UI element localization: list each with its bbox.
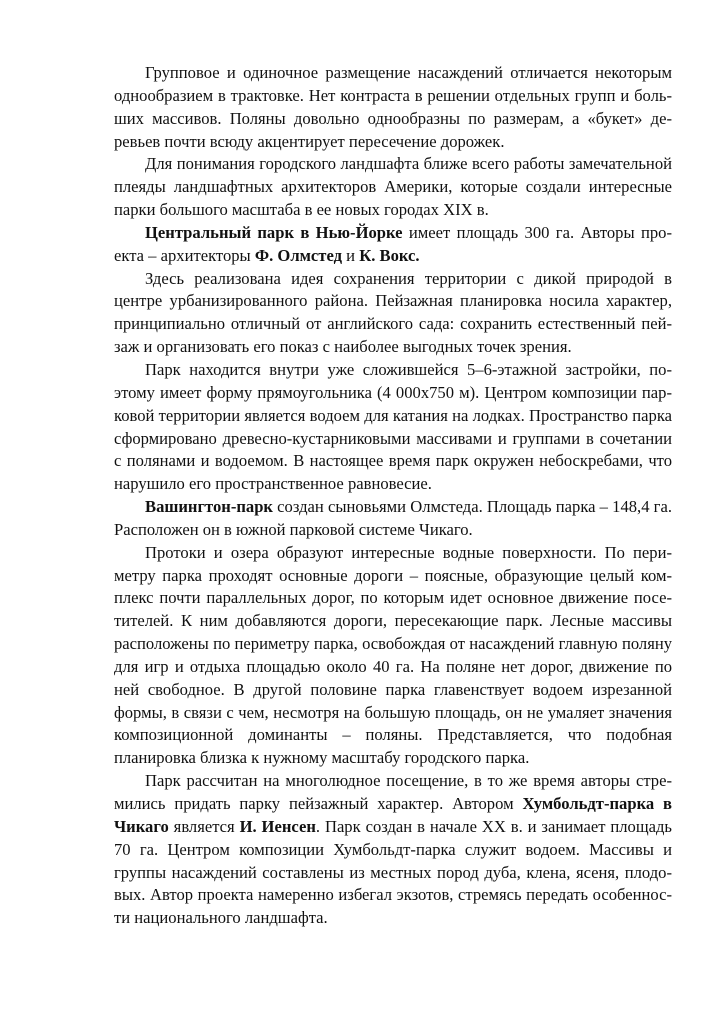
text-run: является [168,816,240,836]
text-run: Протоки и озера образуют интересные водные поверхности. По периметру парка проходят основные дороги – поясные, образующие целый комплекс почти параллельных дорог, по которым идет основное движение посетителей. К ним добавляются дороги, пересекающие парк. Лесные массивы расположены по периметру парка, освобождая от насаждений главную поляну для игр и отдыха площадью около 40 га. На поляне нет дорог, движение по ней свободное. В другой половине парка главенствует водоем изрезанной формы, в связи с чем, несмотря на большую площадь, он не умаляет значения композиционной доминанты – поляны. Представляется, что подобная планировка близка к нужному масштабу городского парка. [114,542,672,768]
paragraph [114,770,672,930]
bold-term: К. Вокс. [359,245,420,265]
bold-term: Хумбольдт-парка в Чикаго [114,794,672,836]
paragraph [114,62,672,153]
text-run: Здесь реализована идея сохранения территории с дикой природой в центре урбанизированного района. Пейзажная планировка носила характер, принципиально отличный от английского сада: сохранить естественный пейзаж и организовать его показ с наиболее выгодных точек зрения. [114,268,672,357]
text-run: и [342,245,360,265]
text-run: Групповое и одиночное размещение насаждений отличается некоторым однообразием в трактовке. Нет контраста в решении отдельных групп и больших массивов. Поляны довольно однообразны по размерам, а «букет» деревьев почти всюду акцентирует пересечение дорожек. [114,63,672,151]
bold-term: И. Иенсен [239,816,316,836]
text-run: Для понимания городского ландшафта ближе всего работы замечательной плеяды ландшафтных архитекторов Америки, которые создали интересные парки большого масштаба в ее новых городах XIX в. [114,154,672,220]
paragraph [114,268,672,359]
text-run: Парк находится внутри уже сложившейся 5–6-этажной застройки, поэтому имеет форму прямоугольника (4 000х750 м). Центром композиции парковой территории является водоем для катания на лодках. Пространство парка сформировано древесно-кустарниковыми массивами и группами в сочетании с полянами и водоемом. В настоящее время парк окружен небоскребами, что нарушило его пространственное равновесие. [114,359,672,494]
bold-term: Вашингтон-парк [145,497,273,517]
paragraph [114,153,672,222]
text-run: . Парк создан в начале XX в. и занимает площадь 70 га. Центром композиции Хумбольдт-парка служит водоем. Массивы и группы насаждений составлены из местных пород дуба, клена, ясеня, плодовых. Автор проекта намеренно избегал экзотов, стремясь передать особенности национального ландшафта. [114,816,672,928]
paragraph [114,222,672,268]
text-run: имеет площадь 300 га. Авторы проекта – архитекторы [114,222,672,265]
bold-term: Центральный парк в Нью-Йорке [145,222,403,242]
paragraph [114,359,672,496]
body-text [114,62,672,930]
paragraph [114,496,672,542]
paragraph [114,542,672,770]
text-run: Парк рассчитан на многолюдное посещение, в то же время авторы стремились придать парку пейзажный характер. Автором [114,771,672,813]
text-run: создан сыновьями Олмстеда. Площадь парка – 148,4 га. Расположен он в южной парковой системе Чикаго. [114,497,672,539]
bold-term: Ф. Олмстед [254,245,342,265]
